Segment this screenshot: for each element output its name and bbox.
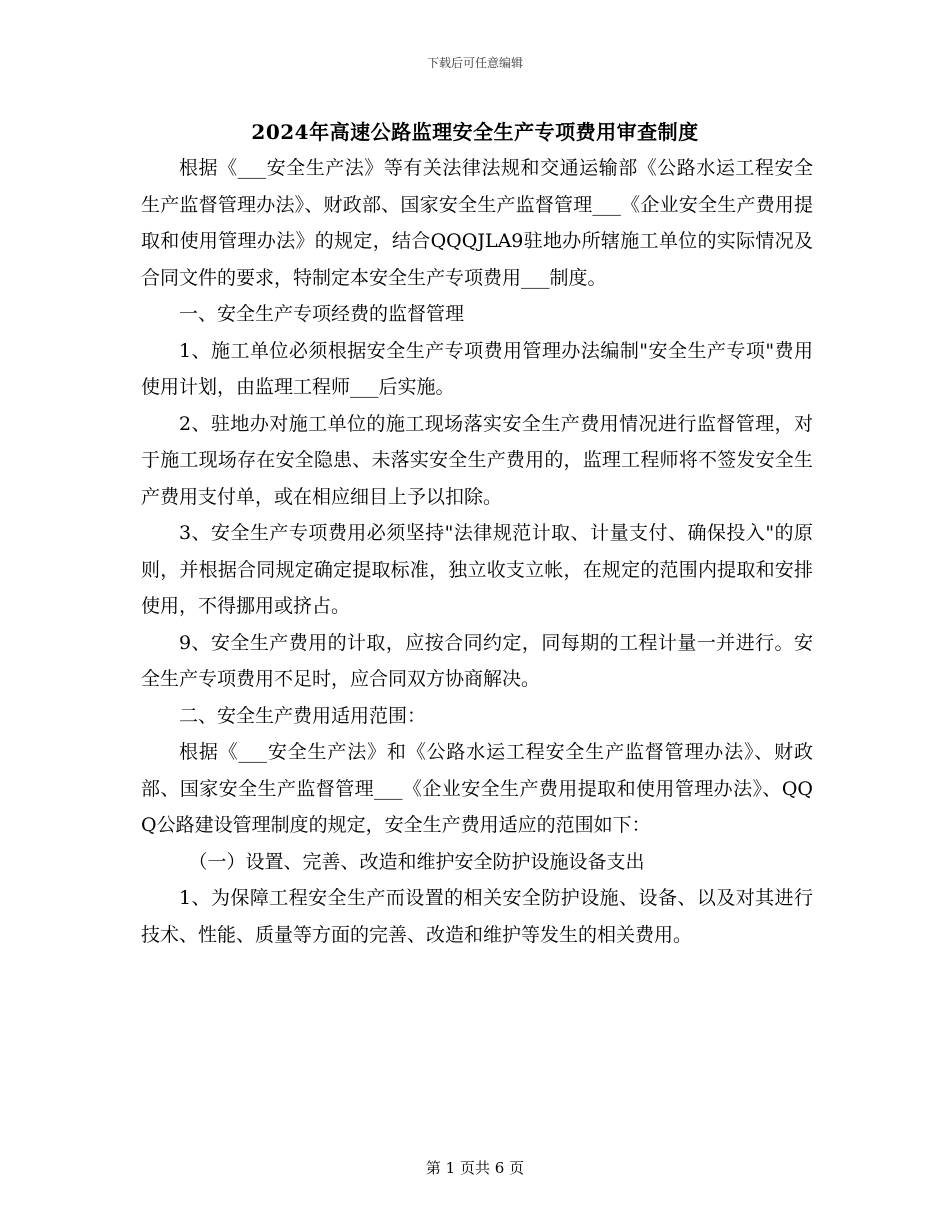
document-title: 2024年高速公路监理安全生产专项费用审查制度 [251, 120, 699, 144]
paragraph-item-9: 9、安全生产费用的计取，应按合同约定，同每期的工程计量一并进行。安全生产专项费用不足时，应合同双方协商解决。 [141, 631, 813, 690]
download-note: 下载后可任意编辑 [426, 56, 523, 70]
paragraph-item-3: 3、安全生产专项费用必须坚持"法律规范计取、计量支付、确保投入"的原则，并根据合同规定确定提取标准，独立收支立帐，在规定的范围内提取和安排使用，不得挪用或挤占。 [141, 522, 813, 617]
paragraph-item-2: 2、驻地办对施工单位的施工现场落实安全生产费用情况进行监督管理，对于施工现场存在安全隐患、未落实安全生产费用的，监理工程师将不签发安全生产费用支付单，或在相应细目上予以扣除。 [141, 412, 813, 508]
document-body [141, 150, 813, 953]
paragraph-sub-item-1: 1、为保障工程安全生产而设置的相关安全防护设施、设备、以及对其进行技术、性能、质量等方面的完善、改造和维护等发生的相关费用。 [141, 887, 813, 946]
subsection-heading-1: （一）设置、完善、改造和维护安全防护设施设备支出 [188, 850, 645, 873]
page-number: 第 1 页共 6 页 [425, 1159, 525, 1177]
paragraph-scope: 根据《___安全生产法》和《公路水运工程安全生产监督管理办法》、财政部、国家安全生产监督管理___《企业安全生产费用提取和使用管理办法》、QQQ公路建设管理制度的规定，安全生产费用适应的范围如下： [141, 741, 813, 836]
section-heading-1: 一、安全生产专项经费的监督管理 [179, 303, 465, 325]
paragraph-item-1: 1、施工单位必须根据安全生产专项费用管理办法编制"安全生产专项"费用使用计划，由监理工程师___后实施。 [141, 339, 813, 398]
section-heading-2: 二、安全生产费用适用范围： [179, 704, 427, 727]
paragraph-intro: 根据《___安全生产法》等有关法律法规和交通运输部《公路水运工程安全生产监督管理办法》、财政部、国家安全生产监督管理___《企业安全生产费用提取和使用管理办法》的规定，结合QQQJLA9驻地办所辖施工单位的实际情况及合同文件的要求，特制定本安全生产专项费用___制度。 [141, 157, 813, 289]
